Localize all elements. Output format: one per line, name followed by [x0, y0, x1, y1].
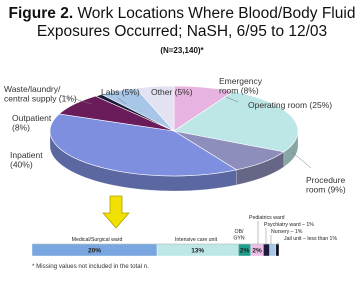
- bar-segment-nursery-1: [270, 244, 276, 256]
- pie-label-emergency-room: Emergency room (8%): [219, 76, 262, 96]
- pie-label-inpatient: Inpatient (40%): [10, 150, 43, 170]
- footnote: * Missing values not included in the total n.: [32, 263, 149, 270]
- pie-label-operating-room: Operating room (25%): [248, 100, 333, 110]
- bar-value-intensive-care-unit: 13%: [191, 247, 205, 255]
- pie-label-waste-laundry-central-supply: Waste/laundry/ central supply (1%): [4, 84, 77, 104]
- pie-label-other: Other (5%): [151, 87, 193, 97]
- figure-number: Figure 2.: [8, 5, 74, 22]
- bar-label-pediatrics-ward: Pediatrics ward: [249, 215, 285, 221]
- bar-label-medical-surgical-ward: Medical/Surgical ward: [71, 237, 123, 243]
- bar-label-intensive-care-unit: Intensive care unit: [174, 237, 218, 243]
- pie-label-labs: Labs (5%): [101, 87, 140, 97]
- bar-segment-jail-unit-less-than-1: [276, 244, 279, 256]
- pie-label-outpatient: Outpatient (8%): [12, 113, 52, 133]
- bar-value-pediatrics-ward: 2%: [252, 247, 262, 255]
- chart-subtitle: (N=23,140)*: [160, 46, 204, 55]
- bar-label-psychiatry-ward-1: Psychiatry ward – 1%: [264, 222, 314, 228]
- figure-title-line2: Exposures Occurred; NaSH, 6/95 to 12/03: [36, 23, 328, 40]
- bar-label-ob-gyn: OB/ GYN: [233, 229, 245, 242]
- bar-value-medical-surgical-ward: 20%: [88, 247, 102, 255]
- bar-label-jail-unit-less-than-1: Jail unit – less than 1%: [284, 236, 338, 242]
- figure-title-text: Work Locations Where Blood/Body Fluid: [77, 5, 356, 22]
- bar-value-ob-gyn: 2%: [239, 247, 250, 255]
- pie-label-procedure-room: Procedure room (9%): [306, 175, 346, 195]
- bar-label-nursery-1: Nursery – 1%: [271, 229, 303, 235]
- down-arrow-icon: [103, 196, 129, 228]
- bar-segment-psychiatry-ward-1: [263, 244, 269, 256]
